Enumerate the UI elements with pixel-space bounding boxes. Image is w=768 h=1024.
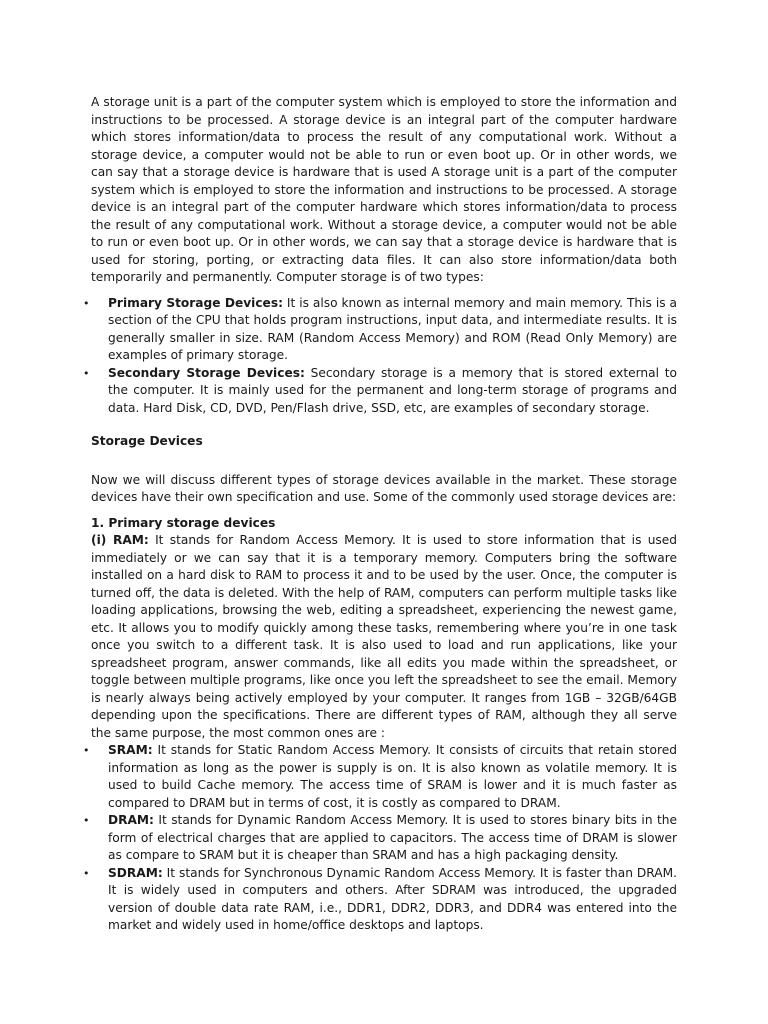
devices-paragraph: Now we will discuss different types of storage devices available in the market. These storage devices have their own specification and use. Some of the commonly used storage devices are: <box>91 472 677 504</box>
bullet-icon: • <box>83 744 90 757</box>
bullet-icon: • <box>83 296 90 310</box>
term-label: SDRAM: <box>108 865 163 880</box>
subsection-heading: 1. Primary storage devices <box>91 515 276 530</box>
term-text: It stands for Static Random Access Memory. It consists of circuits that retain stored information as long as the power is supply is on. It is also known as volatile memory. It is used to build Cache memory. The access time of SRAM is lower and it is much faster as compared to DRAM but in terms of cost, it is costly as compared to DRAM. <box>108 743 677 810</box>
ram-label: (i) RAM: <box>91 533 149 547</box>
term-text: It is also known as internal memory and main memory. This is a section of the CPU that holds program instructions, input data, and intermediate results. It is generally smaller in size. RAM (Random Access Memory) and ROM (Read Only Memory) are examples of primary storage. <box>108 295 677 362</box>
term-label: Secondary Storage Devices: <box>108 365 305 380</box>
list-item-dram <box>83 812 677 865</box>
list-item-sdram <box>83 865 677 935</box>
term-text: It stands for Synchronous Dynamic Random Access Memory. It is faster than DRAM. It is widely used in computers and others. After SDRAM was introduced, the upgraded version of double data rate RAM, i.e., DDR1, DDR2, DDR3, and DDR4 was entered into the market and widely used in home/office desktops and laptops. <box>108 865 677 932</box>
ram-paragraph <box>91 532 677 742</box>
list-item-secondary <box>83 365 678 418</box>
intro-paragraph: A storage unit is a part of the computer system which is employed to store the information and instructions to be processed. A storage device is an integral part of the computer hardware which stores information/data to process the result of any computational work. Without a storage device, a computer would not be able to run or even boot up. Or in other words, we can say that a storage device is hardware that is used A storage unit is a part of the computer system which is employed to store the information and instructions to be processed. A storage device is an integral part of the computer hardware which stores information/data to process the result of any computational work. Without a storage device, a computer would not be able to run or even boot up. Or in other words, we can say that a storage device is hardware that is used for storing, porting, or extracting data files. It can also store information/data both temporarily and permanently. Computer storage is of two types: <box>91 95 677 284</box>
storage-types-list <box>83 295 678 418</box>
ram-types-list <box>83 742 677 935</box>
list-item-primary <box>83 295 677 365</box>
bullet-icon: • <box>83 366 90 380</box>
term-label: DRAM: <box>108 813 154 827</box>
bullet-icon: • <box>83 866 90 880</box>
list-item-sram <box>83 742 677 812</box>
term-text: It stands for Dynamic Random Access Memory. It is used to stores binary bits in the form of electrical charges that are applied to capacitors. The access time of DRAM is slower as compare to SRAM but it is cheaper than SRAM and has a high packaging density. <box>108 813 677 862</box>
section-heading: Storage Devices <box>91 434 203 448</box>
term-label: Primary Storage Devices: <box>108 295 283 310</box>
ram-text: It stands for Random Access Memory. It is used to store information that is used immediately or we can say that it is a temporary memory. Computers bring the software installed on a hard disk to RAM to process it and to be used by the user. Once, the computer is turned off, the data is deleted. With the help of RAM, computers can perform multiple tasks like loading applications, browsing the web, editing a spreadsheet, experiencing the newest game, etc. It allows you to modify quickly among these tasks, remembering where you’re in one task once you switch to a different task. It is also used to load and run applications, like your spreadsheet program, answer commands, like all edits you made within the spreadsheet, or toggle between multiple programs, like once you left the spreadsheet to see the email. Memory is nearly always being actively employed by your computer. It ranges from 1GB – 32GB/64GB depending upon the specifications. There are different types of RAM, although they all serve the same purpose, the most common ones are : <box>91 533 678 740</box>
bullet-icon: • <box>83 814 90 827</box>
document-body <box>83 94 678 935</box>
term-text: Secondary storage is a memory that is stored external to the computer. It is mainly used for the permanent and long-term storage of programs and data. Hard Disk, CD, DVD, Pen/Flash drive, SSD, etc, are examples of secondary storage. <box>108 365 678 415</box>
term-label: SRAM: <box>108 743 153 757</box>
